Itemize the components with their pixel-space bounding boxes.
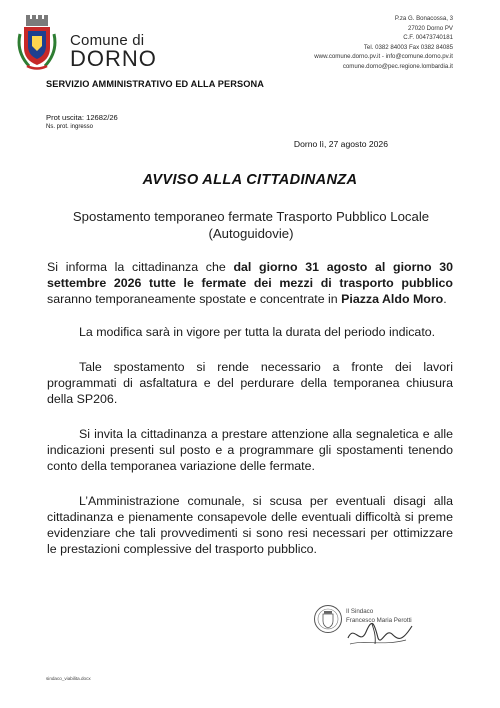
- municipal-crest-icon: [17, 14, 57, 72]
- notice-title: AVVISO ALLA CITTADINANZA: [142, 172, 358, 188]
- period-highlight: dal giorno 31 agosto al giorno 30 settembre 2026 tutte le fermate dei mezzi di trasporto pubblico: [47, 260, 453, 290]
- tax-code-line: C.F. 00473740181: [403, 34, 453, 42]
- paragraph-1-end: .: [443, 292, 447, 306]
- municipality-name: DORNO: [70, 46, 157, 71]
- paragraph-2: La modifica sarà in vigore per tutta la durata del periodo indicato.: [79, 325, 436, 339]
- protocol-block: [46, 113, 118, 131]
- paragraph-1-text: Si informa la cittadinanza che: [47, 260, 234, 274]
- paragraph-4: Si invita la cittadinanza a prestare attenzione alla segnaletica e alle indicazioni presenti sul posto e a programmare gli spostamenti tenendo conto della temporanea variazione delle fermate.: [47, 427, 453, 473]
- contact-block: [223, 14, 453, 72]
- website-email-line: www.comune.dorno.pv.it - info@comune.dorno.pv.it: [314, 53, 453, 61]
- protocol-in: Ns. prot. ingresso: [46, 124, 94, 130]
- paragraph-5: L’Amministrazione comunale, si scusa per eventuali disagi alla cittadinanza e pienamente consapevole delle eventuali difficoltà si preme evidenziare che tali provvedimenti si sono resi necessari per ottimizzare le prestazioni complessive del trasporto pubblico.: [47, 494, 453, 556]
- paragraph-1-text-2: saranno temporaneamente spostate e concentrate in: [47, 292, 342, 306]
- phone-fax-line: Tel. 0382 84003 Fax 0382 84085: [363, 43, 453, 51]
- paragraph-3: Tale spostamento si rende necessario a fronte dei lavori programmati di asfaltatura e del perdurare della temporanea chiusura della SP206.: [47, 360, 453, 406]
- location-highlight: Piazza Aldo Moro: [341, 292, 444, 306]
- signatory-name: Francesco Maria Perotti: [346, 616, 412, 624]
- department-heading: SERVIZIO AMMINISTRATIVO ED ALLA PERSONA: [46, 79, 264, 89]
- municipal-seal-icon: [313, 604, 343, 634]
- document-date: Dorno lì, 27 agosto 2026: [293, 139, 388, 149]
- paragraph-1: [47, 259, 453, 307]
- notice-body: [47, 259, 453, 557]
- protocol-out: Prot uscita: 12682/26: [46, 113, 118, 122]
- pec-line: comune.dorno@pec.regione.lombardia.it: [342, 62, 453, 70]
- comune-di-label: Comune di: [70, 32, 145, 49]
- file-name-footer: sindaco_viabilita.docx: [46, 676, 91, 681]
- address-line: P.za G. Bonacossa, 3: [394, 15, 453, 22]
- signatory-role: Il Sindaco: [346, 608, 374, 615]
- postal-line: 27020 Dorno PV: [407, 24, 453, 32]
- notice-subtitle: Spostamento temporaneo fermate Trasporto Pubblico Locale (Autoguidovie): [72, 209, 430, 241]
- handwritten-signature-icon: [344, 616, 416, 650]
